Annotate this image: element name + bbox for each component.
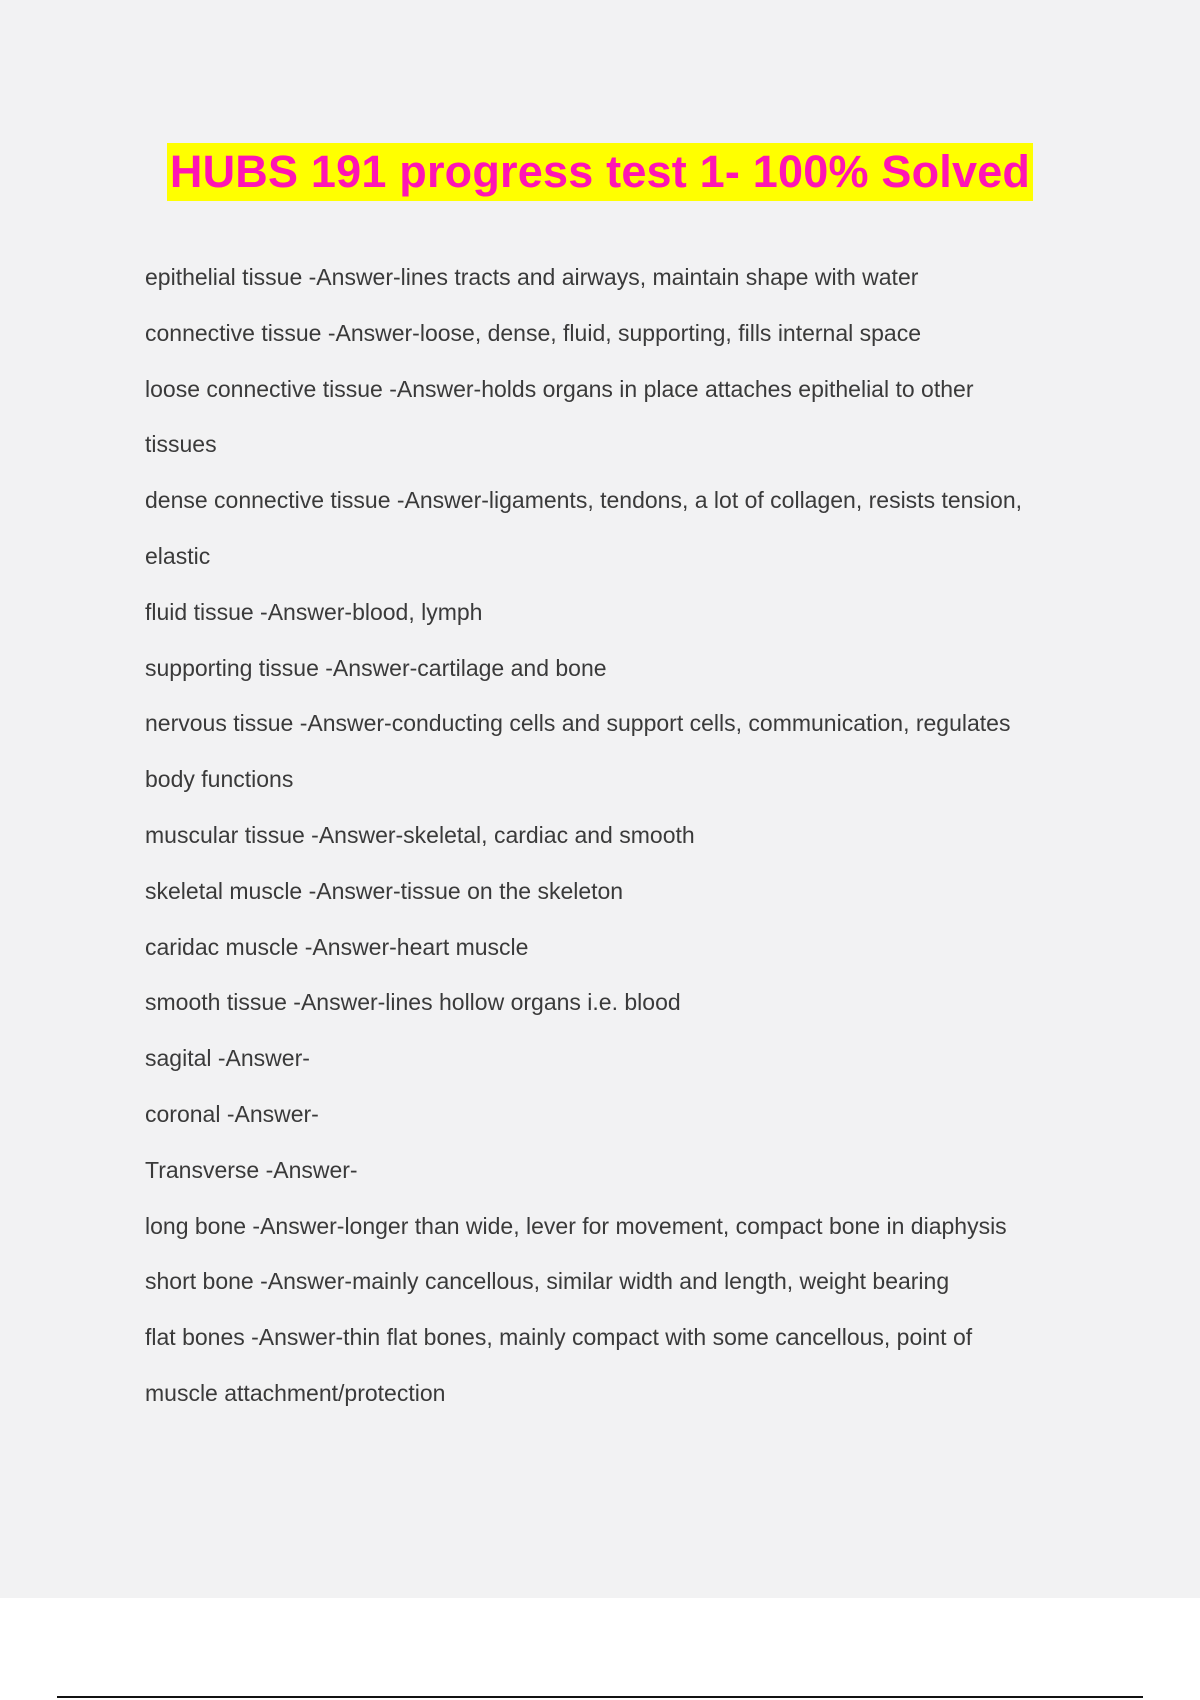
answer-line: elastic <box>145 542 211 569</box>
answer-line: sagital -Answer- <box>145 1045 310 1072</box>
answer-line: nervous tissue -Answer-conducting cells and support cells, communication, regulates <box>145 710 1011 737</box>
document-title: HUBS 191 progress test 1- 100% Solved <box>167 143 1033 201</box>
answer-line: flat bones -Answer-thin flat bones, mainly compact with some cancellous, point of <box>145 1324 973 1351</box>
answer-line: muscle attachment/protection <box>145 1379 446 1406</box>
answer-line: muscular tissue -Answer-skeletal, cardiac and smooth <box>145 821 695 848</box>
answer-line: smooth tissue -Answer-lines hollow organs i.e. blood <box>145 989 681 1016</box>
answer-line: long bone -Answer-longer than wide, lever for movement, compact bone in diaphysis <box>145 1212 1007 1239</box>
answer-line: caridac muscle -Answer-heart muscle <box>145 933 529 960</box>
title-container <box>0 143 1200 201</box>
answer-line: supporting tissue -Answer-cartilage and bone <box>145 654 607 681</box>
answer-line: Transverse -Answer- <box>145 1156 358 1183</box>
answer-line: skeletal muscle -Answer-tissue on the skeleton <box>145 877 624 904</box>
answer-line: coronal -Answer- <box>145 1100 319 1127</box>
answer-line: loose connective tissue -Answer-holds organs in place attaches epithelial to other <box>145 375 974 402</box>
answer-line: body functions <box>145 766 294 793</box>
page-divider <box>57 1696 1143 1698</box>
answer-line: short bone -Answer-mainly cancellous, similar width and length, weight bearing <box>145 1268 950 1295</box>
answer-line: fluid tissue -Answer-blood, lymph <box>145 598 483 625</box>
answer-line: epithelial tissue -Answer-lines tracts and airways, maintain shape with water <box>145 264 919 290</box>
answer-line: connective tissue -Answer-loose, dense, fluid, supporting, fills internal space <box>145 319 922 346</box>
answer-list <box>145 250 1085 1422</box>
answer-line: tissues <box>145 431 217 458</box>
answer-line: dense connective tissue -Answer-ligaments, tendons, a lot of collagen, resists tension, <box>145 487 1023 514</box>
